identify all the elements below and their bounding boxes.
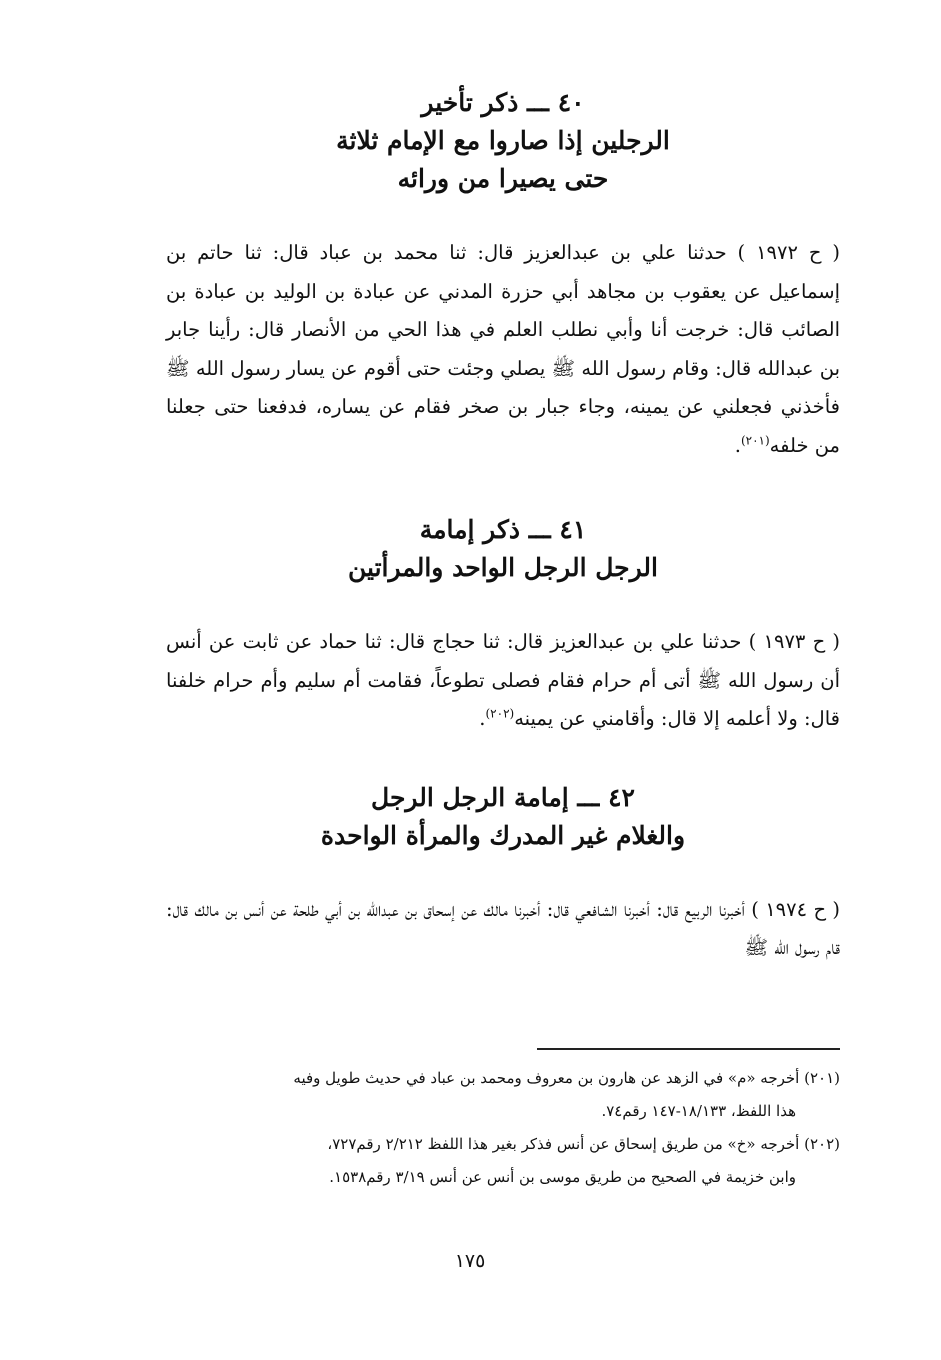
heading-line: حتى يصيرا من ورائه bbox=[397, 164, 609, 193]
section-heading-41 bbox=[166, 511, 840, 587]
footnote-ref[interactable]: (٢٠١) bbox=[740, 433, 770, 447]
footnotes bbox=[166, 1062, 840, 1194]
heading-line: والغلام غير المدرك والمرأة الواحدة bbox=[320, 820, 686, 850]
paragraph-end: . bbox=[479, 707, 486, 730]
footnote-202 bbox=[166, 1128, 840, 1194]
footnote-line: (٢٠٢) أخرجه «خ» من طريق إسحاق عن أنس فذكر بغير هذا اللفظ ٢/٢١٢ رقم٧٢٧، bbox=[327, 1135, 840, 1153]
hadith-paragraph-1972 bbox=[166, 234, 840, 465]
heading-line: ٤٢ ـــ إمامة الرجل الرجل bbox=[371, 782, 635, 812]
section-heading-40 bbox=[166, 84, 840, 198]
paragraph-text: ( ح ١٩٧٤ ) أخبرنا الربيع قال: أخبرنا الشافعي قال: أخبرنا مالك عن إسحاق بن عبدالله بن أبي طلحة عن أنس بن مالك قال: قام رسول الله ﷺ bbox=[166, 897, 841, 959]
footnote-ref[interactable]: (٢٠٢) bbox=[485, 706, 515, 721]
hadith-paragraph-1973 bbox=[166, 623, 840, 739]
hadith-paragraph-1974 bbox=[166, 891, 840, 968]
paragraph-text: ( ح ١٩٧٢ ) حدثنا علي بن عبدالعزيز قال: ثنا محمد بن عباد قال: ثنا حاتم بن إسماعيل عن يعقوب بن مجاهد أبي حزرة المدني عن عبادة بن الوليد بن عبادة بن الصائب قال: خرجت أنا وأبي نطلب العلم في هذا الحي من الأنصار قال: رأينا جابر بن عبدالله قال: وقام رسول الله ﷺ يصلي وجئت حتى أقوم عن يسار رسول الله ﷺ فأخذني فجعلني عن يمينه، وجاء جبار بن صخر فقام عن يساره، فدفعنا حتى جعلنا من خلفه bbox=[166, 241, 840, 457]
page-number: ١٧٥ bbox=[454, 1250, 486, 1272]
heading-line: ٤١ ـــ ذكر إمامة bbox=[419, 515, 587, 544]
main-text bbox=[166, 84, 840, 968]
footnote-divider bbox=[537, 1048, 840, 1050]
footnote-line: (٢٠١) أخرجه «م» في الزهد عن هارون بن معروف ومحمد بن عباد في حديث طويل وفيه bbox=[293, 1069, 840, 1087]
paragraph-end: . bbox=[734, 433, 741, 457]
section-heading-42 bbox=[166, 779, 840, 855]
heading-line: الرجل الرجل الواحد والمرأتين bbox=[348, 553, 658, 582]
heading-line: ٤٠ ـــ ذكر تأخير bbox=[421, 88, 585, 117]
footnote-201 bbox=[166, 1062, 840, 1128]
heading-line: الرجلين إذا صاروا مع الإمام ثلاثة bbox=[336, 126, 670, 155]
footnote-line: وابن خزيمة في الصحيح من طريق موسى بن أنس عن أنس ٣/١٩ رقم١٥٣٨. bbox=[329, 1168, 796, 1186]
footnote-line: هذا اللفظ، ١٨/١٣٣-١٤٧ رقم٧٤. bbox=[601, 1102, 796, 1120]
paragraph-text: ( ح ١٩٧٣ ) حدثنا علي بن عبدالعزيز قال: ثنا حجاج قال: ثنا حماد عن ثابت عن أنس أن رسول الله ﷺ أتى أم حرام فقام فصلى تطوعاً، فقامت أم سليم وأم حرام خلفنا قال: ولا أعلمه إلا قال: وأقامني عن يمينه bbox=[166, 630, 841, 730]
